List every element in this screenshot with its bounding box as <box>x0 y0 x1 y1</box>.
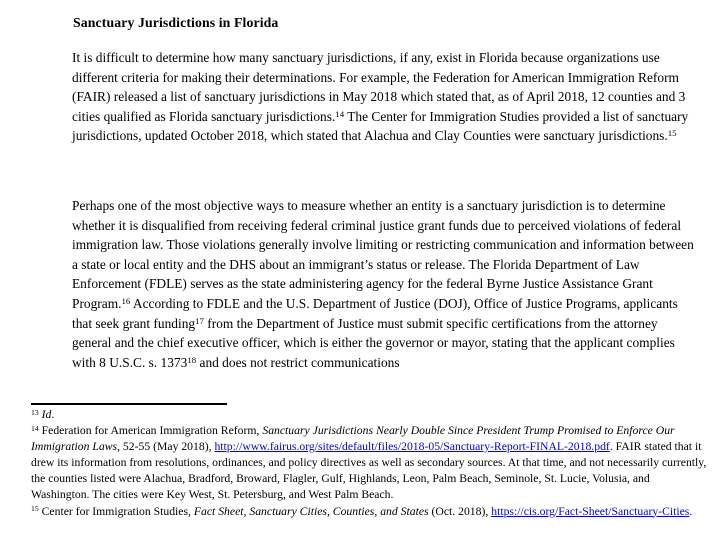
footnote-marker-14: 14 <box>31 423 39 433</box>
footnote-14 <box>31 423 707 503</box>
footnote-ref-15: 15 <box>667 128 677 139</box>
footnote-marker-13: 13 <box>31 407 39 417</box>
fairus-report-link[interactable]: http://www.fairus.org/sites/default/files/2018-05/Sanctuary-Report-FINAL-2018.pdf <box>214 440 610 454</box>
body-text: It is difficult to determine how many sanctuary jurisdictions, if any, exist in Florida because organizations use different criteria for making their determinations. For example, the Federation for American Immigration Reform (FAIR) released a list of sanctuary jurisdictions in May 2018 which stated that, as of April 2018, 12 counties and 3 cities qualified as Florida sanctuary jurisdictions. <box>72 50 686 124</box>
footnote-13 <box>31 407 707 423</box>
footnote-text: Federation for American Immigration Reform, <box>38 424 263 438</box>
footnote-ref-17: 17 <box>195 315 204 326</box>
page-title: Sanctuary Jurisdictions in Florida <box>73 15 279 30</box>
body-text: The Center for Immigration Studies provided a list of sanctuary jurisdictions, updated October 2018, which stated that Alachua and Clay Counties were sanctuary jurisdictions. <box>72 108 689 144</box>
footnote-text: . FAIR stated that it drew its information from resolutions, ordinances, and policy directives as well as secondary sources. At that time, and not necessarily currently, the counties listed were Alachua, Bradford, Broward, Flagler, Gulf, Highlands, Leon, Palm Beach, Seminole, St. Lucie, Volusia, and Washington. The cities were Key West, St. Petersburg, and West Palm Beach. <box>31 440 707 502</box>
paragraph-2 <box>72 196 694 372</box>
body-text: and does not restrict communications <box>196 354 400 370</box>
footnote-text: . <box>689 504 693 518</box>
body-text: from the Department of Justice must submit specific certifications from the attorney general and the chief executive officer, which is either the governor or mayor, stating that the applicant complies with 8 U.S.C. s. 1373 <box>72 315 675 370</box>
footnote-italic-title: Fact Sheet, Sanctuary Cities, Counties, and States <box>193 504 429 518</box>
footnote-ref-16: 16 <box>121 296 131 306</box>
footnote-ref-18: 18 <box>187 354 197 365</box>
footnote-text: . <box>51 408 55 421</box>
footnote-ref-14: 14 <box>335 108 345 119</box>
footnote-15 <box>31 504 707 520</box>
body-text: According to FDLE and the U.S. Department of Justice (DOJ), Office of Justice Programs, applicants that seek grant funding <box>72 295 678 331</box>
footnote-text: Center for Immigration Studies, <box>38 504 194 518</box>
footnote-marker-15: 15 <box>31 504 39 514</box>
body-text: Perhaps one of the most objective ways to measure whether an entity is a sanctuary jurisdiction is to determine whether it is disqualified from receiving federal criminal justice grant funds due to perceived violations of federal immigration law. Those violations generally involve limiting or restricting communication and information between a state or local entity and the DHS about an immigrant’s status or release. The Florida Department of Law Enforcement (FDLE) serves as the state administering agency for the federal Byrne Justice Assistance Grant Program. <box>72 198 694 311</box>
paragraph-1 <box>72 48 694 146</box>
footnote-italic-citation: Id <box>41 408 52 421</box>
footnotes-section <box>31 407 707 520</box>
cis-fact-sheet-link[interactable]: https://cis.org/Fact-Sheet/Sanctuary-Cities <box>491 504 690 518</box>
footnote-separator <box>31 403 227 405</box>
footnote-italic-title: Sanctuary Jurisdictions Nearly Double Since President Trump Promised to Enforce Our Immigration Laws <box>31 424 675 454</box>
footnote-text: (Oct. 2018), <box>428 504 492 518</box>
footnote-text: , 52-55 (May 2018), <box>117 440 215 454</box>
